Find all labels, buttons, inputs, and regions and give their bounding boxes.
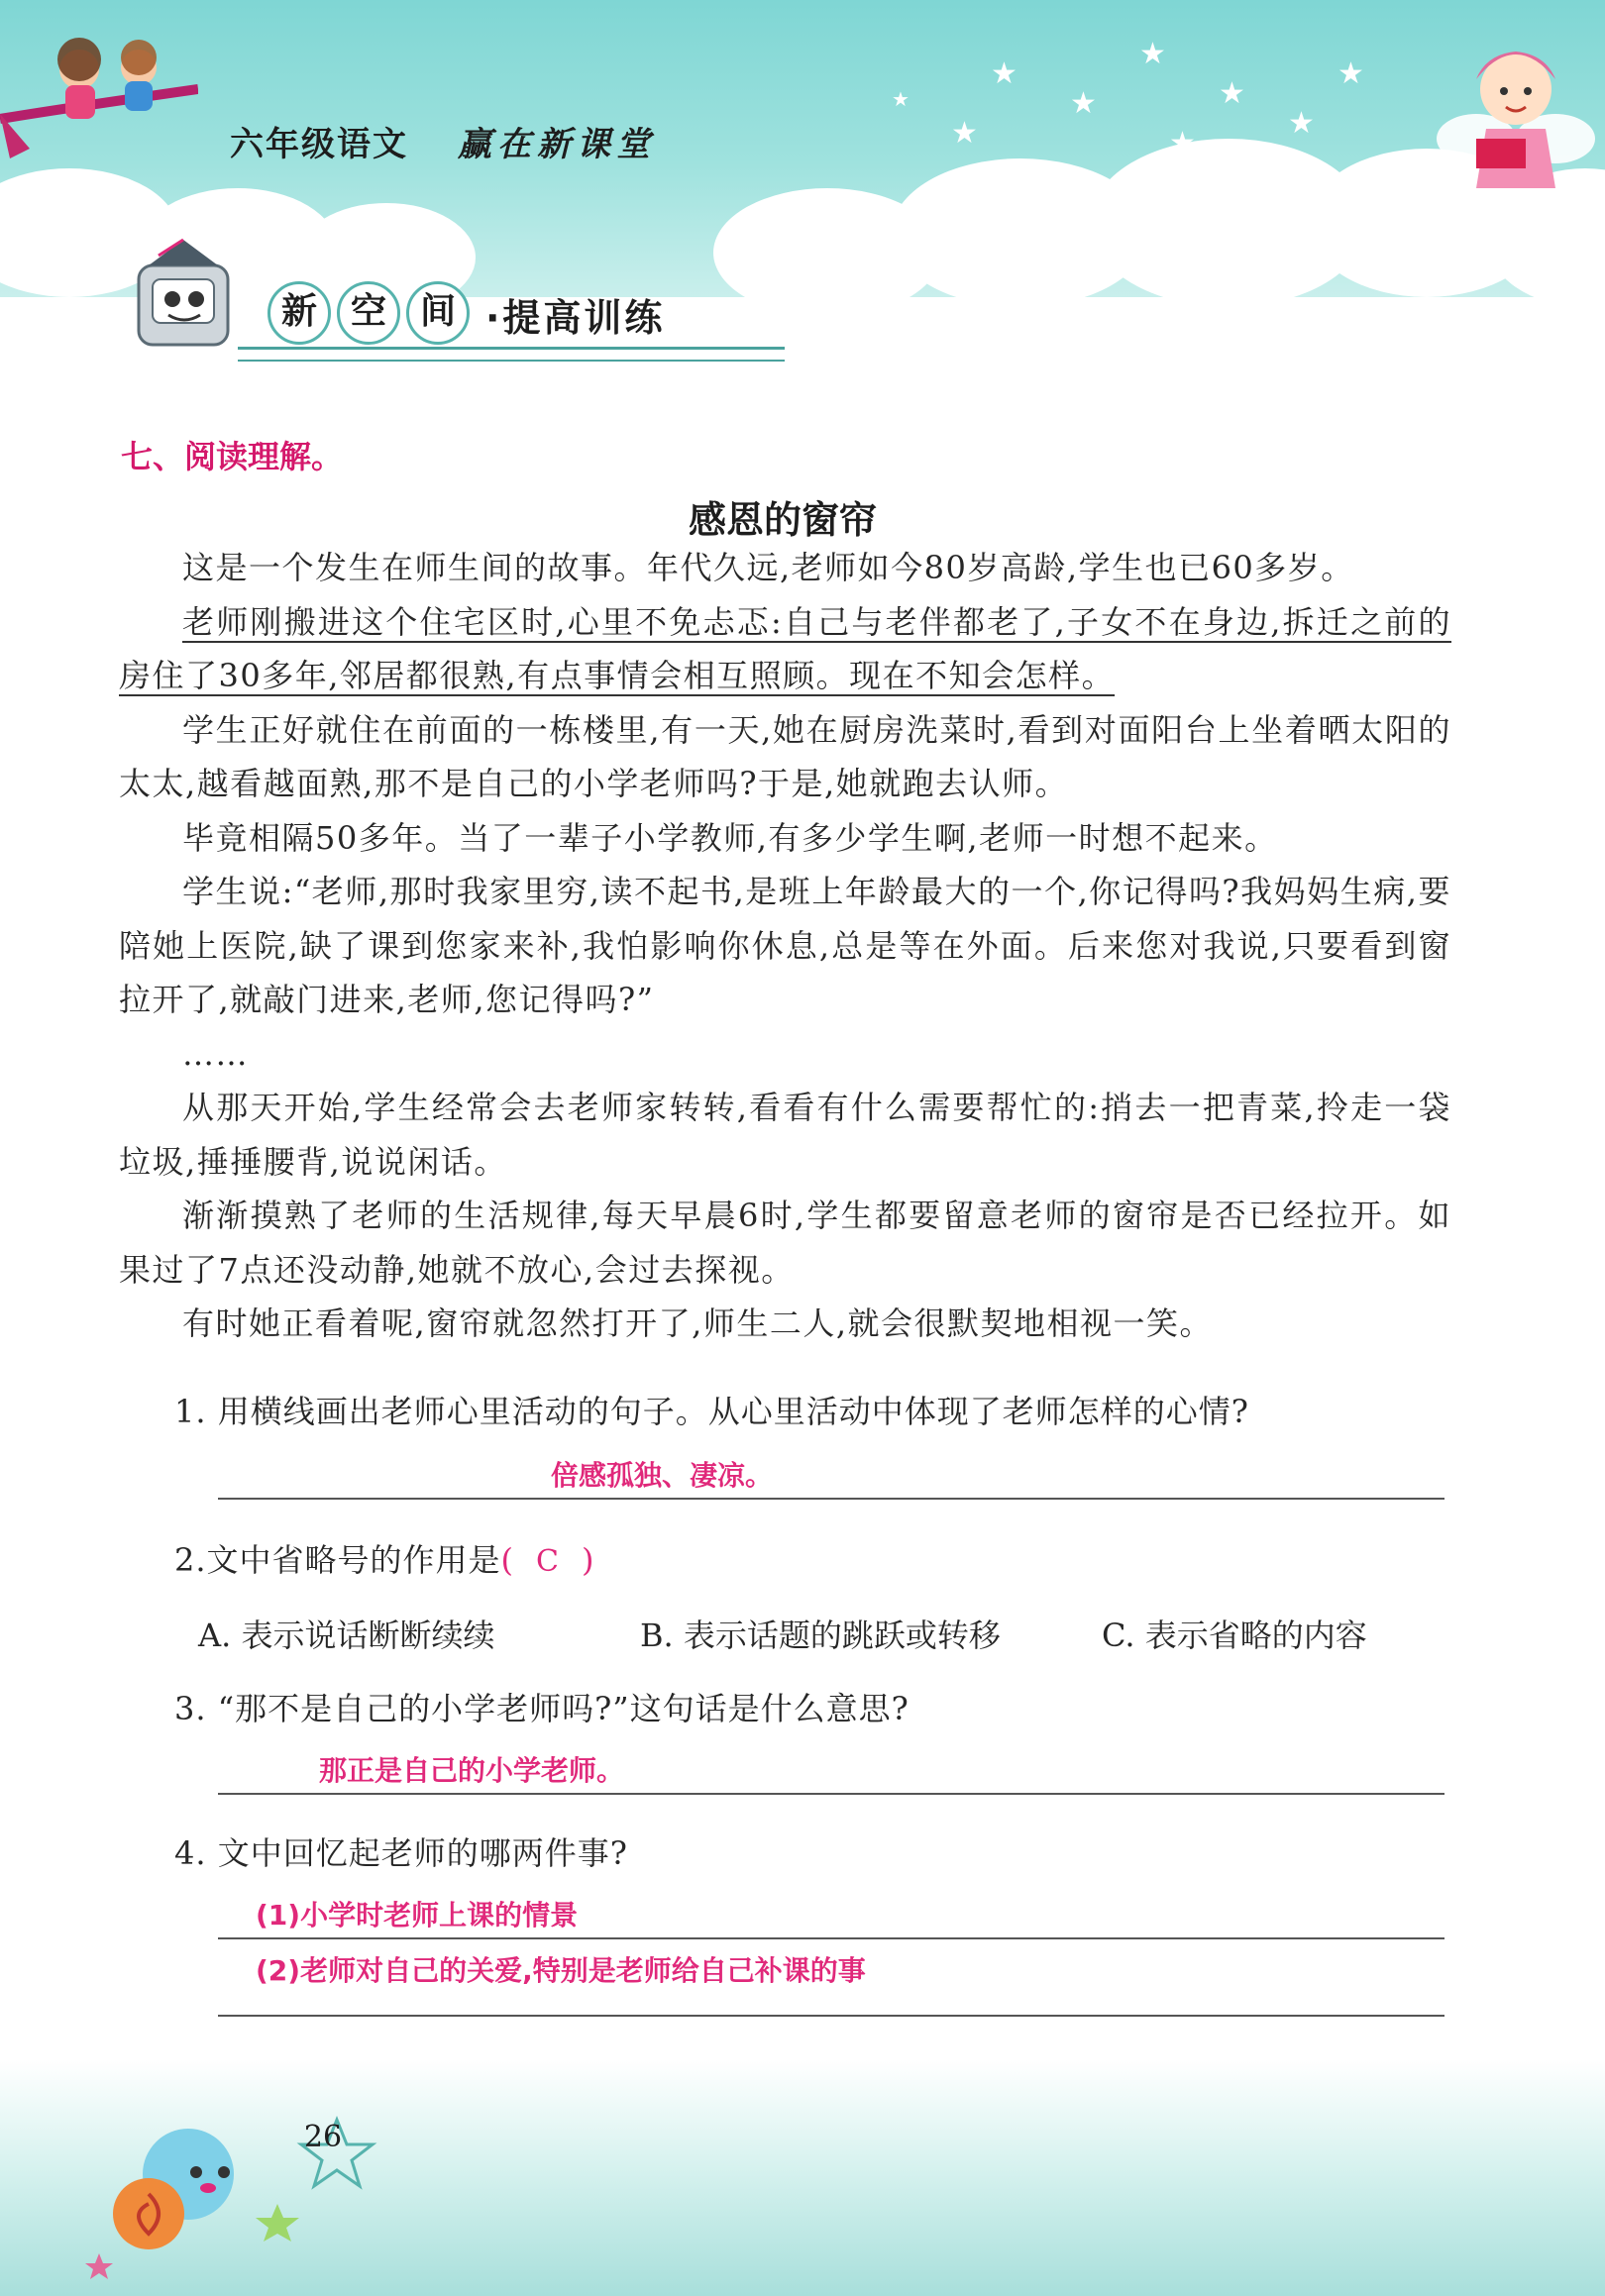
- banner-char-2: 空: [337, 281, 400, 345]
- option-a: A. 表示说话断断续续: [198, 1617, 495, 1654]
- header-title: 六年级语文: [230, 125, 408, 164]
- article-paragraph-underlined: [119, 595, 1451, 703]
- header-subtitle: 赢在新课堂: [458, 125, 656, 164]
- article-paragraph: 有时她正看着呢,窗帘就忽然打开了,师生二人,就会很默契地相视一笑。: [182, 1305, 1214, 1342]
- article-paragraph: 这是一个发生在师生间的故事。年代久远,老师如今80岁高龄,学生也已60多岁。: [182, 549, 1354, 586]
- kids-on-broom-illustration: [0, 20, 198, 178]
- banner-char-1: 新: [268, 281, 331, 345]
- question-4: 4. 文中回忆起老师的哪两件事?: [174, 1834, 628, 1872]
- question-2: [174, 1535, 594, 1581]
- answer-2: C: [536, 1544, 560, 1579]
- banner-subtitle: ·提高训练: [485, 296, 666, 340]
- answer-4-item-1: (1)小学时老师上课的情景: [256, 1899, 579, 1931]
- article-title: 感恩的窗帘: [688, 498, 877, 542]
- banner-char-3: 间: [406, 281, 470, 345]
- choice-open-paren: (: [500, 1541, 515, 1579]
- ellipsis-paragraph: ……: [182, 1034, 249, 1073]
- page-number: 26: [303, 2120, 343, 2154]
- cartoon-snail-icon: [79, 2065, 396, 2293]
- option-c: C. 表示省略的内容: [1102, 1617, 1367, 1654]
- answer-3: 那正是自己的小学老师。: [319, 1754, 625, 1787]
- article-paragraph: 毕竟相隔50多年。当了一辈子小学教师,有多少学生啊,老师一时想不起来。: [182, 818, 1278, 857]
- fairy-reading-illustration: [1417, 20, 1595, 218]
- answer-line: [218, 1498, 1444, 1500]
- option-b: B. 表示话题的跳跃或转移: [640, 1617, 1001, 1654]
- article-paragraph: 学生正好就住在前面的一栋楼里,有一天,她在厨房洗菜时,看到对面阳台上坐着晒太阳的太太,越看越面熟,那不是自己的小学老师吗?于是,她就跑去认师。: [119, 710, 1451, 802]
- section-heading: 七、阅读理解。: [121, 438, 344, 475]
- answer-line: [218, 1793, 1444, 1795]
- article-paragraph: 渐渐摸熟了老师的生活规律,每天早晨6时,学生都要留意老师的窗帘是否已经拉开。如果过了7点还没动静,她就不放心,会过去探视。: [119, 1197, 1451, 1289]
- article-paragraph: 从那天开始,学生经常会去老师家转转,看看有什么需要帮忙的:捎去一把青菜,拎走一袋垃圾,捶捶腰背,说说闲话。: [119, 1089, 1451, 1181]
- choice-close-paren: ): [582, 1541, 595, 1579]
- answer-4-item-2: (2)老师对自己的关爱,特别是老师给自己补课的事: [256, 1954, 866, 1987]
- article-body: [119, 541, 1451, 1351]
- underlined-sentence: 老师刚搬进这个住宅区时,心里不免忐忑:自己与老伴都老了,子女不在身边,拆迁之前的房住了30多年,邻居都很熟,有点事情会相互照顾。现在不知会怎样。: [119, 602, 1451, 694]
- answer-1: 倍感孤独、凄凉。: [551, 1459, 774, 1492]
- banner-underline: [238, 347, 785, 362]
- article-paragraph: 学生说:“老师,那时我家里穷,读不起书,是班上年龄最大的一个,你记得吗?我妈妈生病,要陪她上医院,缺了课到您家来补,我怕影响你休息,总是等在外面。后来您对我说,只要看到窗拉开了,就敲门进来,老师,您记得吗?”: [119, 873, 1451, 1018]
- answer-line: [218, 1937, 1444, 1939]
- question-2-text: 2.文中省略号的作用是: [174, 1541, 501, 1579]
- answer-line: [218, 2015, 1444, 2017]
- robot-mascot-icon: [129, 236, 802, 355]
- question-1: 1. 用横线画出老师心里活动的句子。从心里活动中体现了老师怎样的心情?: [174, 1393, 1249, 1430]
- header-background: ★ ★ ★ ★ ★ ★ ★ ★ ★: [0, 0, 1605, 297]
- question-3: 3. “那不是自己的小学老师吗?”这句话是什么意思?: [174, 1690, 910, 1727]
